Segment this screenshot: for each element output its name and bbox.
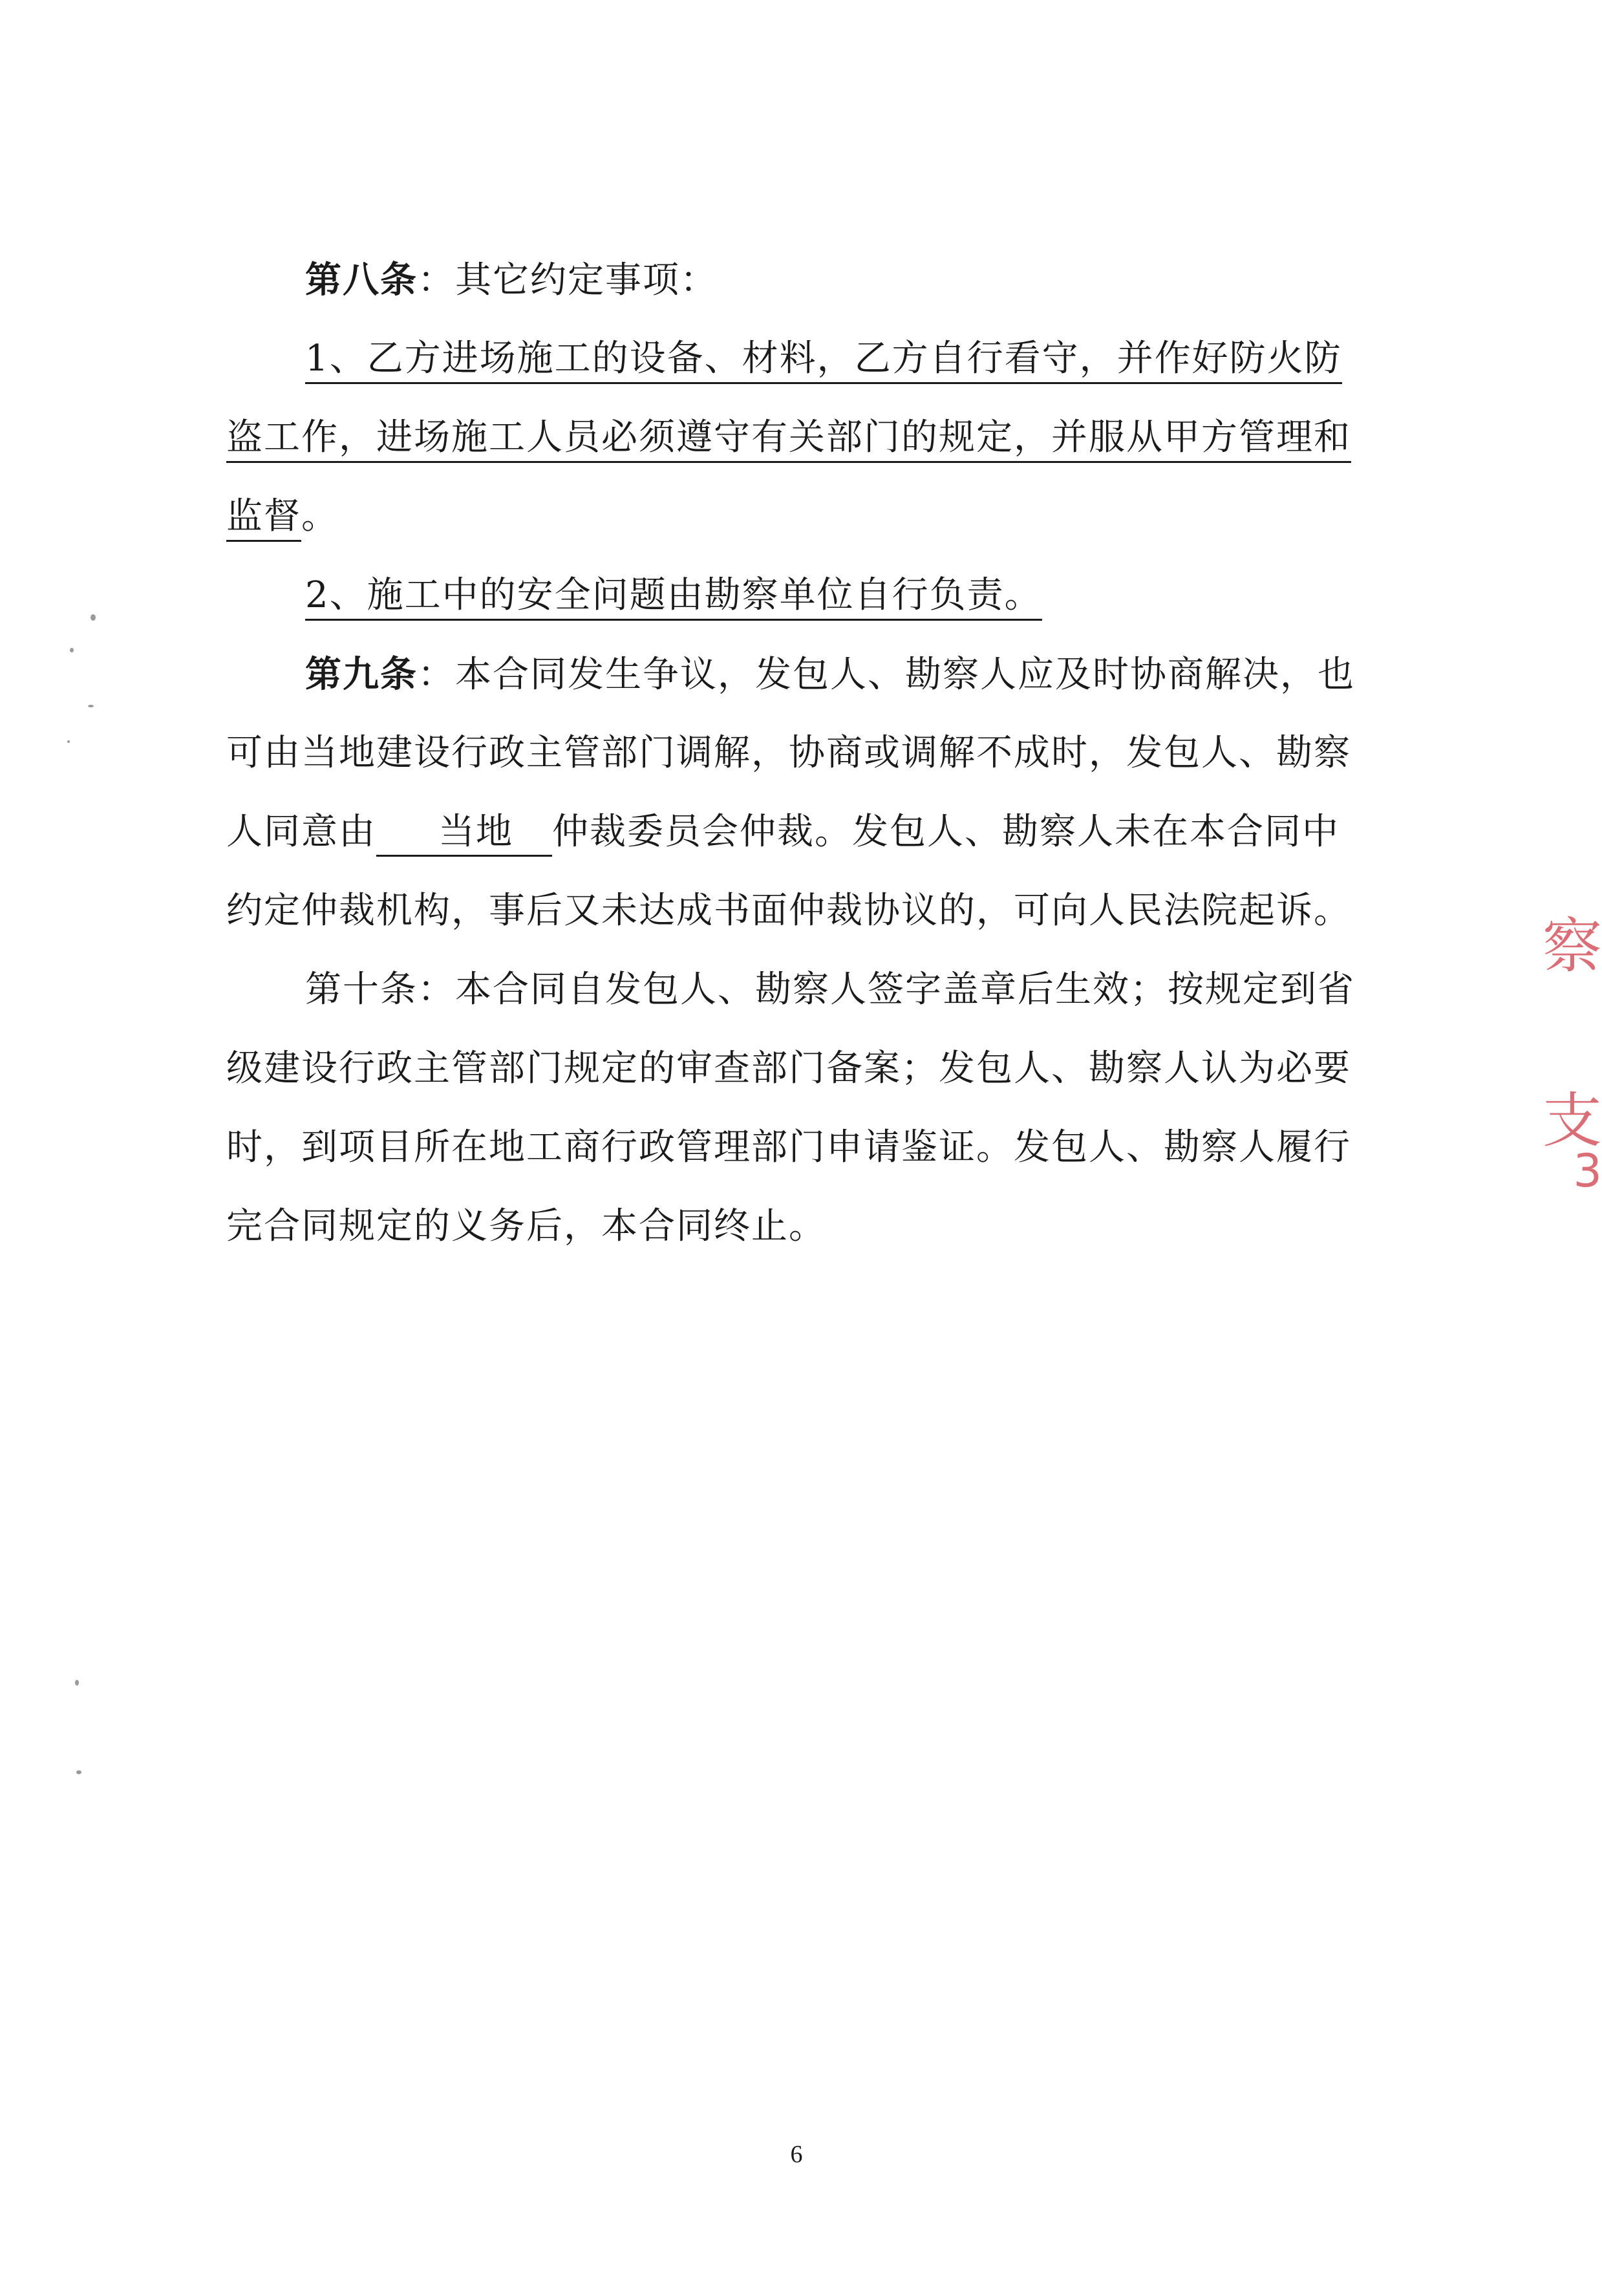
article10-text4: 完合同规定的义务后，本合同终止。 <box>226 1205 826 1247</box>
article8-title: 第八条 <box>305 259 418 301</box>
article9-text1: ：本合同发生争议，发包人、勘察人应及时协商解决，也 <box>418 654 1355 696</box>
scan-speck <box>70 648 74 652</box>
seal-char-1: 察 <box>1542 912 1602 981</box>
article9-text4: 约定仲裁机构，事后又未达成书面仲裁协议的，可向人民法院起诉。 <box>226 890 1351 932</box>
scan-speck <box>67 740 70 743</box>
article10-line4 <box>226 1187 1416 1266</box>
article8-heading <box>226 241 1416 319</box>
seal-char-2: 支 <box>1542 1086 1602 1155</box>
page-number: 6 <box>790 2141 803 2168</box>
article8-item1-text1: 1、乙方进场施工的设备、材料，乙方自行看守，并作好防火防 <box>305 338 1342 384</box>
article9-text3-start: 人同意由 <box>226 811 376 853</box>
article8-item2-text: 2、施工中的安全问题由勘察单位自行负责。 <box>305 574 1042 621</box>
red-seal-fragment <box>1542 892 1602 1228</box>
article8-item1-line1 <box>226 319 1416 398</box>
article9-line4 <box>226 872 1416 950</box>
article9-line2 <box>226 714 1416 793</box>
article10-line1 <box>226 950 1416 1029</box>
article10-text1: 第十条：本合同自发包人、勘察人签字盖章后生效；按规定到省 <box>305 969 1355 1011</box>
article8-item1-text2: 盗工作，进场施工人员必须遵守有关部门的规定，并服从甲方管理和 <box>226 416 1351 463</box>
article9-title: 第九条 <box>305 653 418 696</box>
article9-text2: 可由当地建设行政主管部门调解，协商或调解不成时，发包人、勘察 <box>226 732 1351 774</box>
article8-item1-period: 。 <box>301 495 339 537</box>
article9-line3 <box>226 793 1416 872</box>
scan-speck <box>88 705 94 707</box>
scan-speck <box>91 614 96 621</box>
article10-text3: 时，到项目所在地工商行政管理部门申请鉴证。发包人、勘察人履行 <box>226 1126 1351 1168</box>
article10-line2 <box>226 1029 1416 1108</box>
article8-item1-line3 <box>226 477 1416 556</box>
scan-speck <box>76 1770 81 1774</box>
article9-line1 <box>226 635 1416 714</box>
article10-text2: 级建设行政主管部门规定的审查部门备案；发包人、勘察人认为必要 <box>226 1047 1351 1089</box>
arbitration-location-blank: 当地 <box>376 810 552 857</box>
seal-char-3: 3 <box>1573 1144 1602 1197</box>
article8-item1-text3: 监督 <box>226 495 301 542</box>
contract-body <box>226 241 1416 1266</box>
article10-line3 <box>226 1108 1416 1187</box>
scan-speck <box>75 1680 79 1686</box>
article8-item1-line2 <box>226 398 1416 477</box>
article8-title-rest: ：其它约定事项： <box>418 259 718 301</box>
article9-text3-end: 仲裁委员会仲裁。发包人、勘察人未在本合同中 <box>552 811 1340 853</box>
article8-item2-line <box>226 556 1416 635</box>
